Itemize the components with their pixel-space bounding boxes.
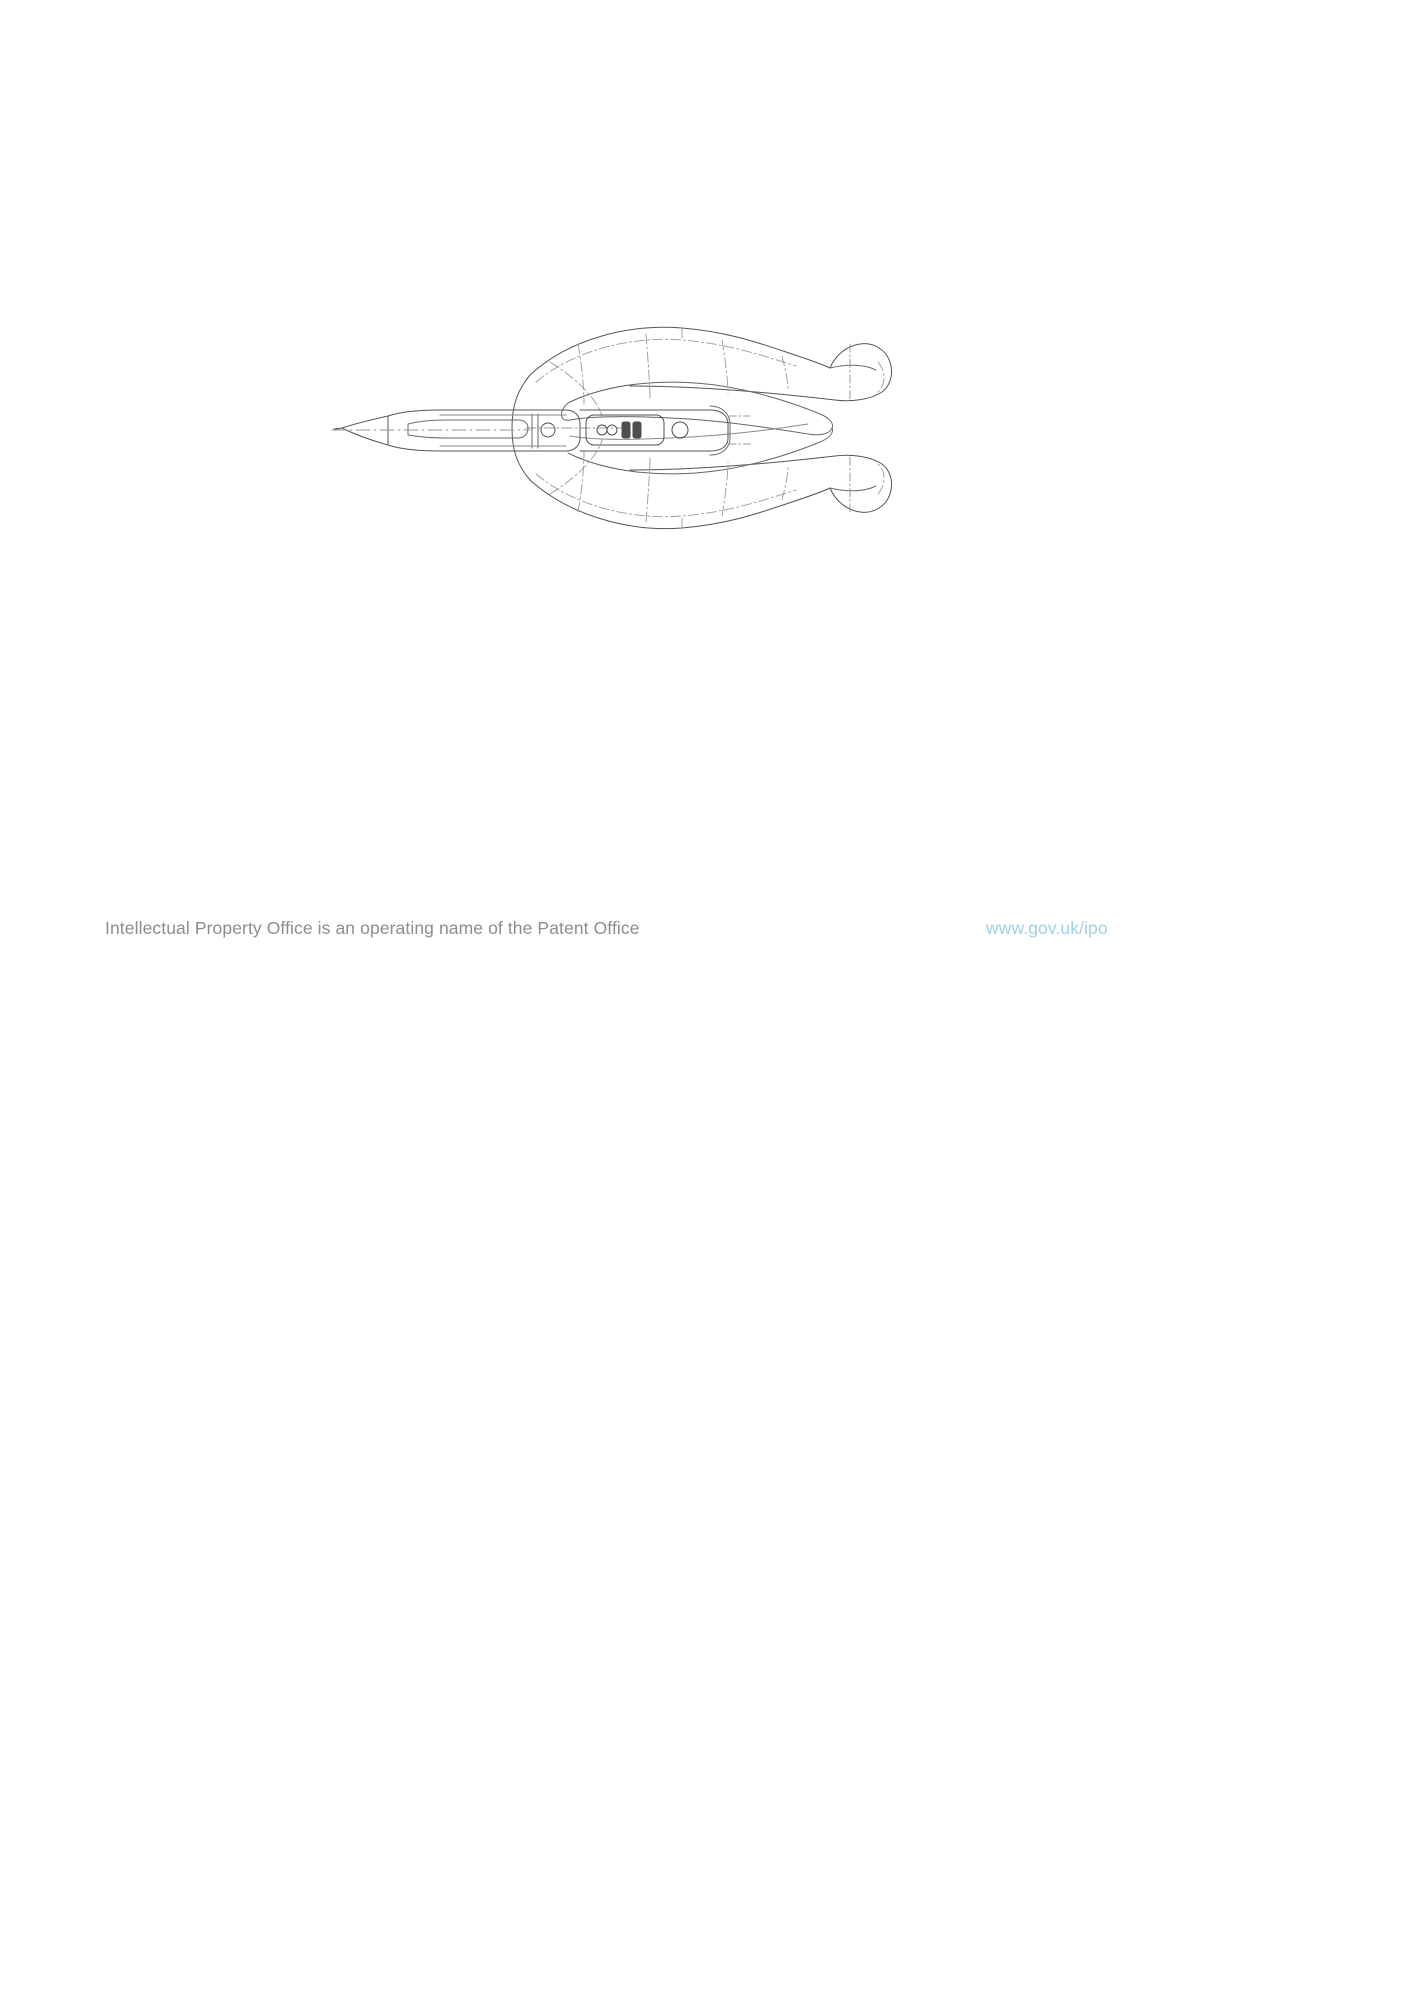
right-end-pads (830, 344, 876, 512)
stylus-edges (440, 410, 710, 451)
page-footer (0, 918, 1414, 948)
stylus-body-junction (580, 406, 750, 455)
stylus-body (334, 410, 580, 451)
footer-notice-text: Intellectual Property Office is an operating name of the Patent Office (105, 918, 640, 938)
stylus-and-grip-svg (330, 320, 1090, 560)
stylus-controls (541, 415, 688, 445)
footer-website-link[interactable]: www.gov.uk/ipo (986, 918, 1108, 938)
figure-technical-drawing (330, 320, 1090, 560)
